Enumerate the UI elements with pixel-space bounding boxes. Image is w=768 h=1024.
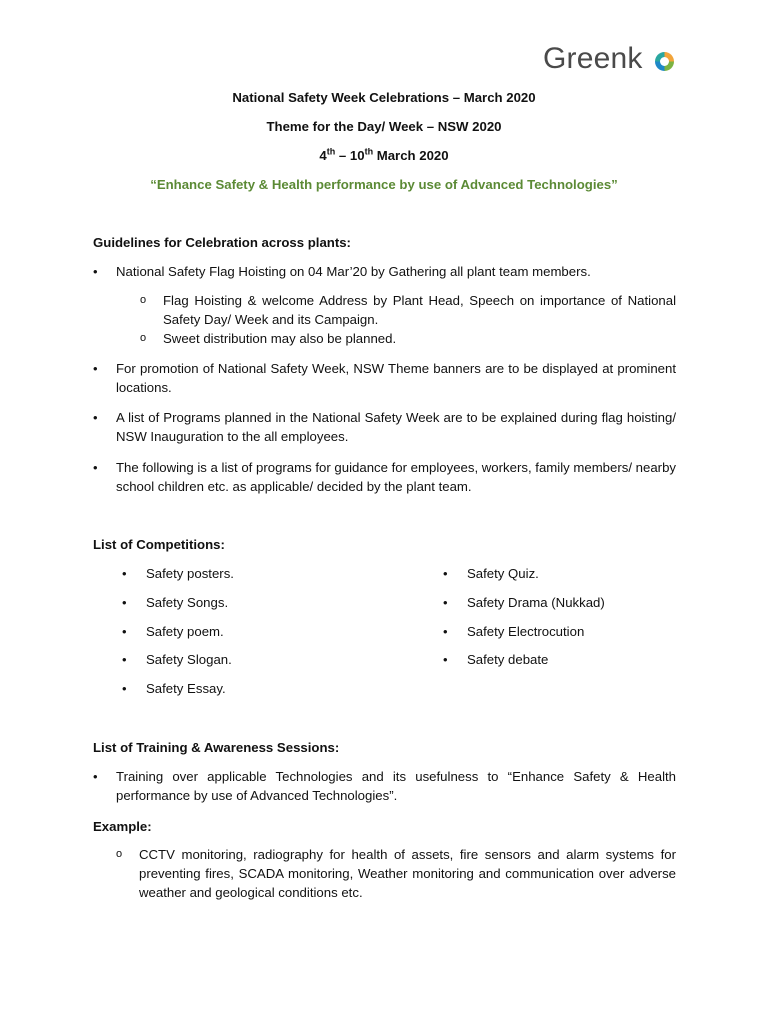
competition-text: Safety debate	[467, 652, 549, 667]
guideline-sub-text: Sweet distribution may also be planned.	[163, 331, 397, 346]
theme-quote: “Enhance Safety & Health performance by use of Advanced Technologies”	[150, 177, 618, 192]
bullet-icon: •	[443, 652, 448, 667]
competition-text: Safety Slogan.	[146, 652, 232, 667]
bullet-icon: •	[93, 361, 98, 376]
competition-text: Safety Electrocution	[467, 624, 585, 639]
guideline-text: National Safety Flag Hoisting on 04 Mar’20 by Gathering all plant team members.	[116, 264, 591, 279]
training-text: Training over applicable Technologies and its usefulness to “Enhance Safety & Health performance by use of Advanced Technologies”.	[116, 769, 676, 803]
guideline-text: For promotion of National Safety Week, NSW Theme banners are to be displayed at prominent locations.	[116, 361, 676, 395]
greenko-logo	[543, 42, 683, 76]
competition-text: Safety posters.	[146, 566, 234, 581]
bullet-icon: •	[93, 264, 98, 279]
competition-text: Safety Essay.	[146, 681, 226, 696]
guideline-sub-text: Flag Hoisting & welcome Address by Plant Head, Speech on importance of National Safety Day/ Week and its Campaign.	[163, 293, 676, 327]
competition-text: Safety Drama (Nukkad)	[467, 595, 605, 610]
competition-text: Safety poem.	[146, 624, 224, 639]
guideline-text: The following is a list of programs for guidance for employees, workers, family members/ nearby school children etc. as applicable/ decided by the plant team.	[116, 460, 676, 494]
bullet-icon: •	[122, 652, 127, 667]
guidelines-heading: Guidelines for Celebration across plants:	[93, 235, 351, 250]
bullet-icon: •	[93, 460, 98, 475]
title-line-2: Theme for the Day/ Week – NSW 2020	[266, 119, 502, 134]
logo-text: Greenk	[543, 42, 643, 75]
sub-bullet-icon: o	[140, 332, 147, 344]
bullet-icon: •	[122, 566, 127, 581]
example-text: CCTV monitoring, radiography for health of assets, fire sensors and alarm systems for preventing fires, SCADA monitoring, Weather monitoring and communication over adverse weather and geological conditions etc.	[139, 847, 676, 900]
bullet-icon: •	[122, 681, 127, 696]
bullet-icon: •	[122, 624, 127, 639]
competition-text: Safety Songs.	[146, 595, 229, 610]
bullet-icon: •	[122, 595, 127, 610]
logo-o-mark-icon	[655, 52, 674, 71]
bullet-icon: •	[443, 595, 448, 610]
sub-bullet-icon: o	[116, 848, 123, 860]
example-heading: Example:	[93, 819, 152, 834]
training-heading: List of Training & Awareness Sessions:	[93, 740, 340, 755]
bullet-icon: •	[443, 566, 448, 581]
bullet-icon: •	[93, 769, 98, 784]
competitions-heading: List of Competitions:	[93, 537, 225, 552]
title-line-1: National Safety Week Celebrations – March 2020	[232, 90, 536, 105]
guideline-text: A list of Programs planned in the National Safety Week are to be explained during flag hoisting/ NSW Inauguration to the all employees.	[116, 410, 676, 444]
bullet-icon: •	[443, 624, 448, 639]
competition-text: Safety Quiz.	[467, 566, 539, 581]
title-dates: 4th – 10th March 2020	[319, 146, 449, 163]
bullet-icon: •	[93, 410, 98, 425]
sub-bullet-icon: o	[140, 294, 147, 306]
